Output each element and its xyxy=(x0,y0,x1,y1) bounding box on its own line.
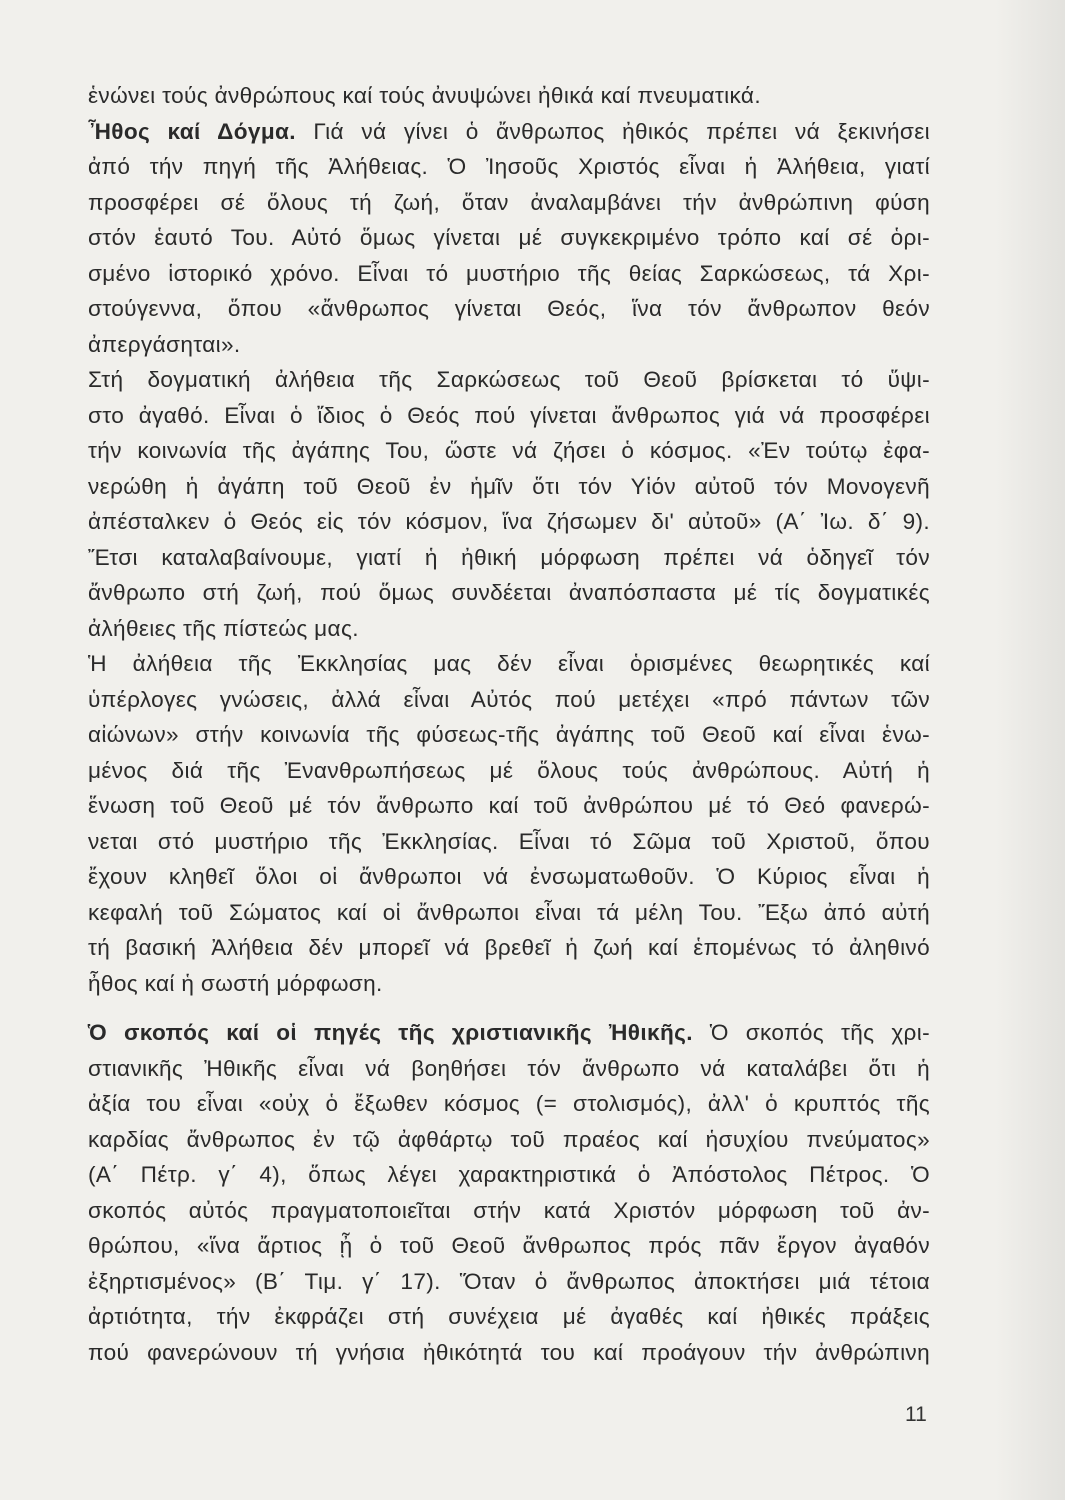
page-edge-shadow xyxy=(995,0,1065,1500)
paragraph-line: κεφαλή τοῦ Σώματος καί οἱ ἄνθρωποι εἶναι τά μέλη Του. Ἔξω ἀπό αὐτή xyxy=(88,899,930,925)
paragraph-line: ἀλήθειες τῆς πίστεώς μας. xyxy=(88,615,359,641)
paragraph-line-text: Γιά νά γίνει ὁ ἄνθρωπος ἠθικός πρέπει νά ξεκινήσει xyxy=(313,118,930,144)
paragraph-line: τή βασική Ἀλήθεια δέν μπορεῖ νά βρεθεῖ ἡ ζωή καί ἑπομένως τό ἀληθινό xyxy=(88,935,930,960)
paragraph-line: ἦθος καί ἡ σωστή μόρφωση. xyxy=(88,970,383,996)
paragraph-line: ἄνθρωπο στή ζωή, πού ὅμως συνδέεται ἀναπόσπαστα μέ τίς δογματικές xyxy=(88,580,930,605)
paragraph-line: ἕνωση τοῦ Θεοῦ μέ τόν ἄνθρωπο καί τοῦ ἀνθρώπου μέ τό Θεό φανερώ- xyxy=(88,793,930,818)
paragraph-line: Ἡ ἀλήθεια τῆς Ἐκκλησίας μας δέν εἶναι ὁρισμένες θεωρητικές καί xyxy=(88,651,930,676)
paragraph-line: ἐξηρτισμένος» (Β΄ Τιμ. γ΄ 17). Ὅταν ὁ ἄνθρωπος ἀποκτήσει μιά τέτοια xyxy=(88,1268,930,1294)
text-column xyxy=(88,78,930,1370)
paragraph-line xyxy=(88,114,930,150)
paragraph-line: θρώπου, «ἵνα ἄρτιος ᾖ ὁ τοῦ Θεοῦ ἄνθρωπος πρός πᾶν ἔργον ἀγαθόν xyxy=(88,1233,930,1258)
paragraph-line: καρδίας ἄνθρωπος ἐν τῷ ἀφθάρτῳ τοῦ πραέος καί ἡσυχίου πνεύματος» xyxy=(88,1126,930,1152)
paragraph-line: προσφέρει σέ ὅλους τή ζωή, ὅταν ἀναλαμβάνει τήν ἀνθρώπινη φύση xyxy=(88,189,930,215)
paragraph-line: σκοπός αὐτός πραγματοποιεῖται στήν κατά Χριστόν μόρφωση τοῦ ἀν- xyxy=(88,1197,930,1223)
section-heading-ethos-dogma: Ἦθος καί Δόγμα. xyxy=(88,118,296,144)
paragraph-line: ἀξία του εἶναι «οὐχ ὁ ἔξωθεν κόσμος (= στολισμός), ἀλλ' ὁ κρυπτός τῆς xyxy=(88,1091,930,1116)
paragraph-line: στόν ἑαυτό Του. Αὐτό ὅμως γίνεται μέ συγκεκριμένο τρόπο καί σέ ὁρι- xyxy=(88,225,930,250)
page-number: 11 xyxy=(905,1403,927,1426)
paragraph-line: στούγεννα, ὅπου «ἄνθρωπος γίνεται Θεός, ἵνα τόν ἄνθρωπον θεόν xyxy=(88,296,930,321)
paragraph-line: στιανικῆς Ἠθικῆς εἶναι νά βοηθήσει τόν ἄνθρωπο νά καταλάβει ὅτι ἡ xyxy=(88,1055,930,1081)
paragraph-line: ἔχουν κληθεῖ ὅλοι οἱ ἄνθρωποι νά ἐνσωματωθοῦν. Ὁ Κύριος εἶναι ἡ xyxy=(88,864,930,889)
paragraph-line: αἰώνων» στήν κοινωνία τῆς φύσεως-τῆς ἀγάπης τοῦ Θεοῦ καί εἶναι ἑνω- xyxy=(88,722,930,747)
paragraph-line: σμένο ἱστορικό χρόνο. Εἶναι τό μυστήριο τῆς θείας Σαρκώσεως, τά Χρι- xyxy=(88,260,930,286)
page-body xyxy=(88,78,930,1370)
paragraph-line: Στή δογματική ἀλήθεια τῆς Σαρκώσεως τοῦ Θεοῦ βρίσκεται τό ὕψι- xyxy=(88,367,930,392)
paragraph-line: ἀπέσταλκεν ὁ Θεός εἰς τόν κόσμον, ἵνα ζήσωμεν δι' αὐτοῦ» (Α΄ Ἰω. δ΄ 9). xyxy=(88,509,930,534)
section-heading-purpose-sources: Ὁ σκοπός καί οἱ πηγές τῆς χριστιανικῆς Ἠθικῆς. xyxy=(88,1020,693,1045)
paragraph-line: ἀπό τήν πηγή τῆς Ἀλήθειας. Ὁ Ἰησοῦς Χριστός εἶναι ἡ Ἀλήθεια, γιατί xyxy=(88,154,930,179)
paragraph-line: ἑνώνει τούς ἀνθρώπους καί τούς ἀνυψώνει ἠθικά καί πνευματικά. xyxy=(88,83,761,108)
paragraph-line: στο ἀγαθό. Εἶναι ὁ ἴδιος ὁ Θεός πού γίνεται ἄνθρωπος γιά νά προσφέρει xyxy=(88,402,930,428)
paragraph-line: νεται στό μυστήριο τῆς Ἐκκλησίας. Εἶναι τό Σῶμα τοῦ Χριστοῦ, ὅπου xyxy=(88,828,930,854)
section-gap xyxy=(88,1001,930,1015)
paragraph-line: ἀπεργάσηται». xyxy=(88,331,241,357)
paragraph-line: μένος διά τῆς Ἐνανθρωπήσεως μέ ὅλους τούς ἀνθρώπους. Αὐτή ἡ xyxy=(88,757,930,783)
paragraph-line: ὑπέρλογες γνώσεις, ἀλλά εἶναι Αὐτός πού μετέχει «πρό πάντων τῶν xyxy=(88,686,930,712)
paragraph-line: πού φανερώνουν τή γνήσια ἠθικότητά του καί προάγουν τήν ἀνθρώπινη xyxy=(88,1339,930,1365)
paragraph-line: ἀρτιότητα, τήν ἐκφράζει στή συνέχεια μέ ἀγαθές καί ἠθικές πράξεις xyxy=(88,1304,930,1329)
paragraph-line: τήν κοινωνία τῆς ἀγάπης Του, ὥστε νά ζήσει ὁ κόσμος. «Ἐν τούτῳ ἐφα- xyxy=(88,438,930,463)
paragraph-line: Ἔτσι καταλαβαίνουμε, γιατί ἡ ἠθική μόρφωση πρέπει νά ὁδηγεῖ τόν xyxy=(88,544,930,570)
paragraph-line-text: Ὁ σκοπός τῆς χρι- xyxy=(709,1020,930,1045)
paragraph-line: (Α΄ Πέτρ. γ΄ 4), ὅπως λέγει χαρακτηριστικά ὁ Ἀπόστολος Πέτρος. Ὁ xyxy=(88,1162,930,1187)
paragraph-line xyxy=(88,1015,930,1051)
paragraph-line: νερώθη ἡ ἀγάπη τοῦ Θεοῦ ἐν ἡμῖν ὅτι τόν Υἱόν αὐτοῦ τόν Μονογενῆ xyxy=(88,473,930,499)
